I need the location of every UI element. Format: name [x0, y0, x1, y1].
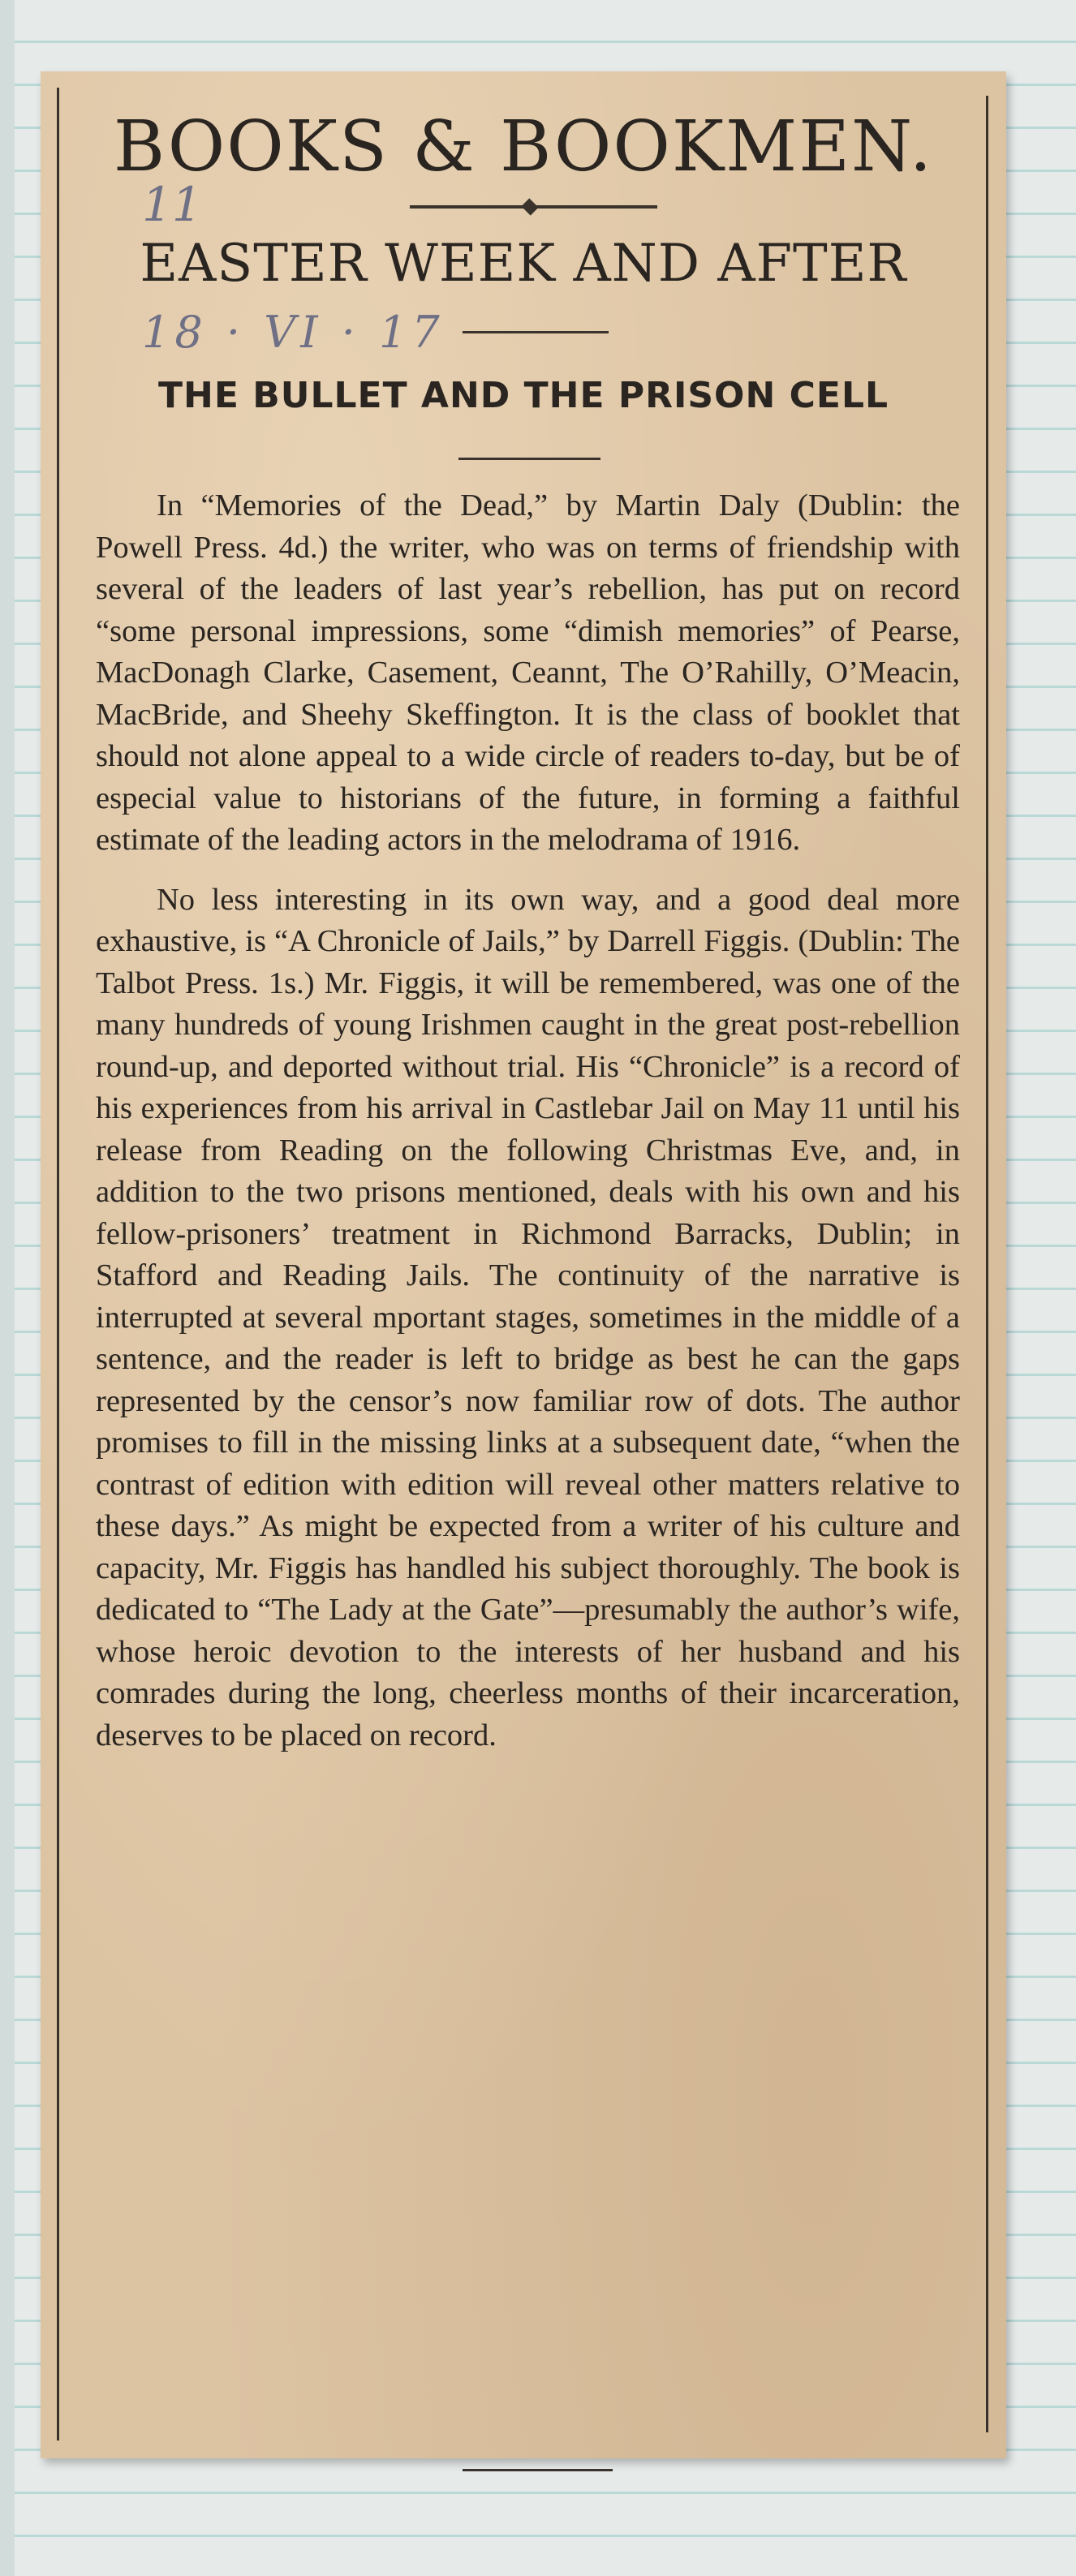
column-rule-left — [57, 88, 59, 2441]
divider-rule — [458, 458, 600, 460]
handwritten-number: 11 — [142, 177, 202, 232]
notebook-margin — [0, 0, 15, 2576]
subheadline: THE BULLET AND THE PRISON CELL — [157, 375, 889, 416]
headline: EASTER WEEK AND AFTER — [140, 234, 907, 294]
newspaper-clipping — [41, 71, 1006, 2458]
ornament-diamond-icon — [521, 198, 538, 215]
masthead-title: BOOKS & BOOKMEN. — [113, 106, 934, 187]
handwritten-date: 18 · VI · 17 — [142, 307, 445, 358]
column-rule-right — [986, 96, 988, 2432]
end-rule — [463, 2469, 613, 2471]
paragraph: In “Memories of the Dead,” by Martin Daly (Dublin: the Powell Press. 4d.) the writer, who was on terms of friendship with several of the leaders of last year’s rebellion, has put on record “some personal impressions, some “dimish memories” of Pearse, MacDonagh Clarke, Casement, Ceannt, The O’Rahilly, O’Meacin, MacBride, and Sheehy Skeffington. It is the class of booklet that should not alone appeal to a wide circle of readers to-day, but be of especial value to historians of the future, in forming a faithful estimate of the leading actors in the melodrama of 1916. — [96, 488, 960, 857]
divider-rule — [463, 331, 609, 333]
paragraph: No less interesting in its own way, and a good deal more exhaustive, is “A Chronicle of Jails,” by Darrell Figgis. (Dublin: The Talbot Press. 1s.) Mr. Figgis, it will be remembered, was one of the many hundreds of young Irishmen caught in the great post-rebellion round-up, and deported without trial. His “Chronicle” is a record of his experiences from his arrival in Castlebar Jail on May 11 until his release from Reading on the following Christmas Eve, and, in addition to the two prisons mentioned, deals with his own and his fellow-prisoners’ treatment in Richmond Barracks, Dublin; in Stafford and Reading Jails. The continuity of the narrative is interrupted at several mportant stages, sometimes in the middle of a sentence, and the reader is left to bridge as best he can the gaps represented by the censor’s now familiar row of dots. The author promises to fill in the missing links at a subsequent date, “when the contrast of edition with edition will reveal other matters relative to these days.” As might be expected from a writer of his culture and capacity, Mr. Figgis has handled his subject thoroughly. The book is dedicated to “The Lady at the Gate”—presumably the author’s wife, whose heroic devotion to the interests of her husband and his comrades during the long, cheerless months of their incarceration, deserves to be placed on record. — [96, 882, 960, 1752]
article-body — [96, 485, 960, 1774]
